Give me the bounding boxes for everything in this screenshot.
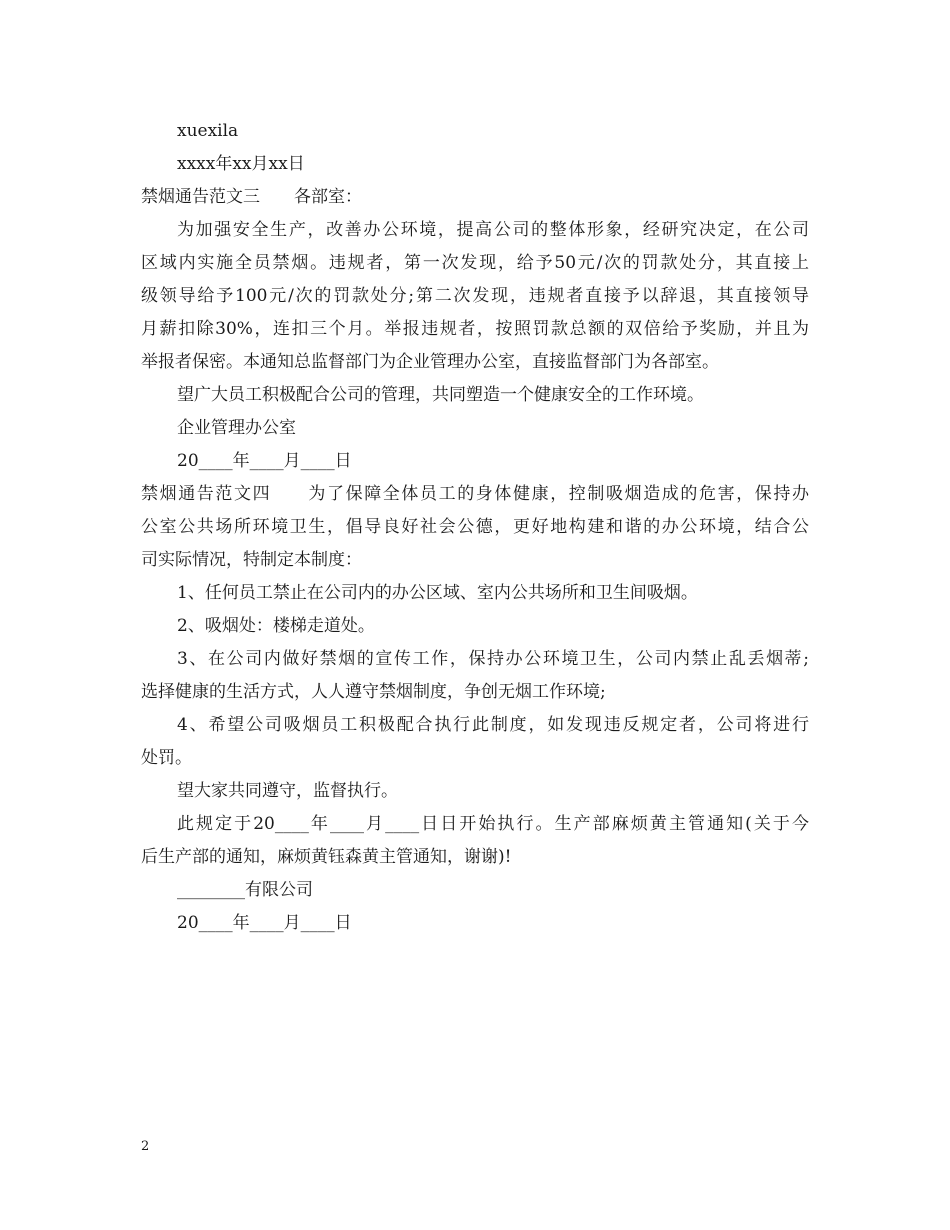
paragraph-line: 此规定于20____年____月____日日开始执行。生产部麻烦黄主管通知(关于今 (177, 814, 809, 834)
signature-date: 20____年____月____日 (177, 913, 352, 933)
signature-office: 企业管理办公室 (177, 418, 296, 438)
paragraph-line: 级领导给予100元/次的罚款处分;第二次发现，违规者直接予以辞退，其直接领导 (141, 286, 809, 306)
paragraph-line: 后生产部的通知，麻烦黄钰森黄主管通知，谢谢)! (141, 847, 512, 867)
rule-item-4-cont: 处罚。 (141, 748, 192, 768)
paragraph-line: 月薪扣除30%，连扣三个月。举报违规者，按照罚款总额的双倍给予奖励，并且为 (141, 319, 809, 339)
paragraph-line: 举报者保密。本通知总监督部门为企业管理办公室，直接监督部门为各部室。 (141, 352, 719, 372)
signature-company: ________有限公司 (177, 880, 313, 900)
rule-item-2: 2、吸烟处：楼梯走道处。 (177, 616, 375, 636)
rule-item-1: 1、任何员工禁止在公司内的办公区域、室内公共场所和卫生间吸烟。 (177, 583, 698, 603)
section-heading-4: 禁烟通告范文四 为了保障全体员工的身体健康，控制吸烟造成的危害，保持办 (141, 484, 809, 504)
date-line: xxxx年xx月xx日 (177, 154, 305, 174)
rule-item-4: 4、希望公司吸烟员工积极配合执行此制度，如发现违反规定者，公司将进行 (177, 715, 809, 735)
section-heading-3: 禁烟通告范文三 各部室： (141, 187, 362, 207)
rule-item-3-cont: 选择健康的生活方式，人人遵守禁烟制度，争创无烟工作环境; (141, 682, 606, 702)
page-number: 2 (141, 1139, 150, 1154)
paragraph-line: 司实际情况，特制定本制度： (141, 550, 362, 570)
paragraph-line: 区域内实施全员禁烟。违规者，第一次发现，给予50元/次的罚款处分，其直接上 (141, 253, 809, 273)
rule-item-3: 3、在公司内做好禁烟的宣传工作，保持办公环境卫生，公司内禁止乱丢烟蒂; (177, 649, 809, 669)
author-line: xuexila (177, 121, 239, 141)
paragraph-line: 为加强安全生产，改善办公环境，提高公司的整体形象，经研究决定，在公司 (177, 220, 809, 240)
paragraph-line: 望大家共同遵守，监督执行。 (177, 781, 398, 801)
paragraph-line: 望广大员工积极配合公司的管理，共同塑造一个健康安全的工作环境。 (177, 385, 704, 405)
signature-date: 20____年____月____日 (177, 451, 352, 471)
paragraph-line: 公室公共场所环境卫生，倡导良好社会公德，更好地构建和谐的办公环境，结合公 (141, 517, 809, 537)
